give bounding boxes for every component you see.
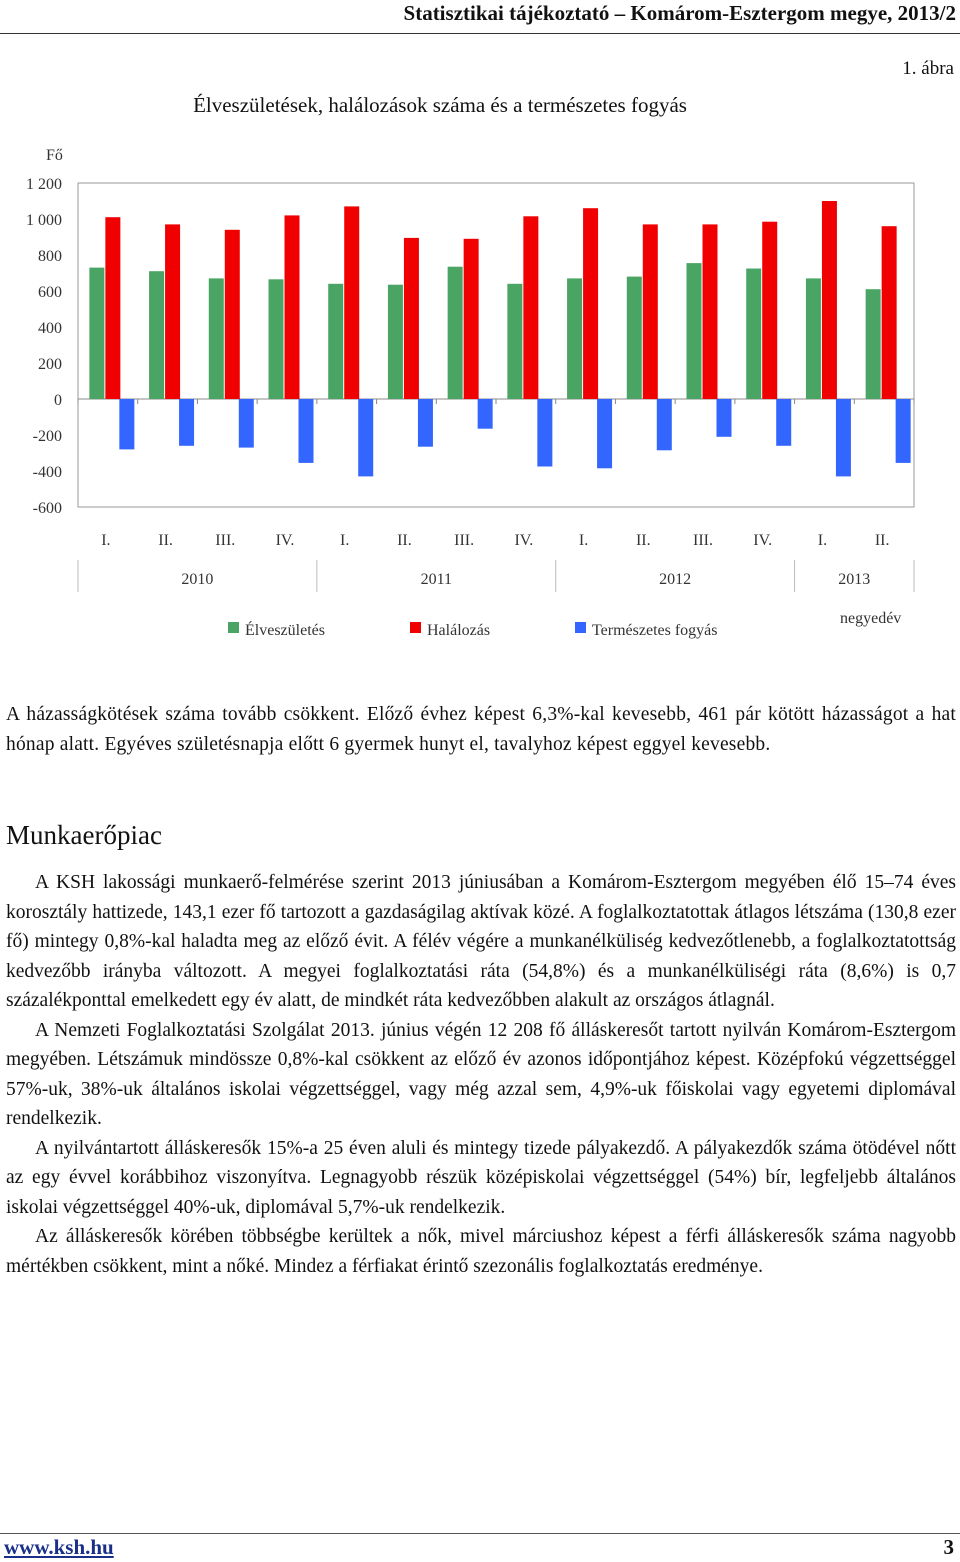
legend-swatch (575, 622, 586, 633)
bar-élveszületés (627, 277, 642, 399)
website-link[interactable]: www.ksh.hu (4, 1535, 114, 1559)
x-tick-label: IV. (753, 532, 773, 549)
x-tick-label: IV. (514, 532, 534, 549)
bar-természetes-fogyás (418, 399, 433, 447)
bar-élveszületés (567, 278, 582, 399)
x-tick-label: I. (578, 532, 589, 549)
bar-halálozás (882, 226, 897, 399)
y-tick-label: 0 (54, 392, 62, 409)
bar-természetes-fogyás (179, 399, 194, 446)
bar-halálozás (344, 206, 359, 399)
bar-természetes-fogyás (358, 399, 373, 476)
bar-halálozás (165, 224, 180, 399)
y-tick-label: 200 (38, 356, 62, 373)
x-tick-label: III. (693, 532, 713, 549)
x-tick-label: II. (635, 532, 651, 549)
x-tick-label: II. (397, 532, 412, 549)
bar-halálozás (464, 239, 479, 399)
births-deaths-chart (0, 130, 960, 660)
bar-élveszületés (269, 279, 284, 399)
year-label: 2013 (838, 571, 871, 588)
section-title: Munkaerőpiac (6, 820, 162, 850)
legend-swatch (410, 622, 421, 633)
bar-élveszületés (806, 278, 821, 399)
y-tick-label: 600 (38, 284, 62, 301)
page-number: 3 (943, 1535, 954, 1559)
bar-élveszületés (328, 284, 343, 399)
section-paragraph: A Nemzeti Foglalkoztatási Szolgálat 2013. június végén 12 208 fő álláskeresőt tartott nyilván Komárom-Esztergom megyében. Létszámuk mindössze 0,8%-kal csökkent az előző év azonos időpontjához képest. Középfokú végzettséggel 57%-uk, 38%-uk általános iskolai végzettséggel, vagy még azzal sem, 4,9%-uk főiskolai vagy egyetemi diplomával rendelkezik. (6, 1019, 956, 1129)
x-tick-label: I. (817, 532, 828, 549)
bar-természetes-fogyás (478, 399, 493, 429)
legend-swatch (228, 622, 239, 633)
x-tick-label: I. (101, 532, 111, 549)
bar-élveszületés (388, 285, 403, 399)
section-body (6, 868, 956, 1281)
year-label: 2012 (659, 571, 692, 588)
y-tick-label: 400 (38, 320, 62, 337)
chart-title-text: Élveszületések, halálozások száma és a természetes fogyás (193, 93, 687, 117)
bar-halálozás (762, 222, 777, 399)
year-label: 2011 (420, 571, 452, 588)
bar-halálozás (404, 238, 419, 399)
x-tick-label: II. (158, 532, 173, 549)
legend-label: Élveszületés (245, 622, 325, 639)
bar-természetes-fogyás (299, 399, 314, 463)
y-tick-label: 800 (38, 248, 62, 265)
paragraph-1: A házasságkötések száma tovább csökkent. Előző évhez képest 6,3%-kal kevesebb, 461 pár kötött házasságot a hat hónap alatt. Egyéves születésnapja előtt 6 gyermek hunyt el, tavalyhoz képest eggyel kevesebb. (6, 704, 956, 755)
bar-természetes-fogyás (776, 399, 791, 446)
bar-halálozás (583, 208, 598, 399)
x-tick-label: IV. (275, 532, 295, 549)
bar-élveszületés (746, 269, 761, 400)
page-footer (0, 1533, 960, 1562)
bar-halálozás (523, 216, 538, 399)
bar-halálozás (225, 230, 240, 399)
header-title: Statisztikai tájékoztató – Komárom-Esztergom megye, 2013/2 (403, 1, 956, 25)
legend-label: Halálozás (427, 622, 491, 639)
y-tick-label: -200 (32, 428, 62, 445)
bar-halálozás (643, 224, 658, 399)
bar-élveszületés (687, 263, 702, 399)
bar-élveszületés (209, 278, 224, 399)
y-tick-label: 1 200 (26, 176, 62, 193)
bar-természetes-fogyás (239, 399, 254, 448)
bar-élveszületés (866, 289, 881, 399)
bar-halálozás (285, 215, 300, 399)
bar-természetes-fogyás (836, 399, 851, 476)
bar-természetes-fogyás (896, 399, 911, 463)
year-label: 2010 (181, 571, 214, 588)
y-tick-label: 1 000 (26, 212, 62, 229)
bar-természetes-fogyás (597, 399, 612, 468)
bar-természetes-fogyás (657, 399, 672, 450)
x-tick-label: III. (215, 532, 236, 549)
chart-title (0, 93, 960, 118)
x-tick-label: I. (340, 532, 350, 549)
bar-élveszületés (89, 268, 104, 399)
bar-élveszületés (448, 267, 463, 399)
x-axis-label: negyedév (840, 610, 902, 627)
bar-halálozás (703, 224, 718, 399)
figure-number: 1. ábra (902, 58, 954, 79)
y-axis-label: Fő (46, 147, 63, 164)
x-tick-label: III. (454, 532, 475, 549)
bar-halálozás (105, 217, 120, 399)
section-paragraph: A KSH lakossági munkaerő-felmérése szerint 2013 júniusában a Komárom-Esztergom megyében élő 15–74 éves korosztály hattizede, 143,1 ezer fő tartozott a gazdaságilag aktívak közé. A foglalkoztatottak átlagos létszáma (130,8 ezer fő) mintegy 0,8%-kal haladta meg az előző évit. A félév végére a munkanélküliség kedvezőtlenebb, a foglalkoztatottság kedvezőbb irányba változott. A megyei foglalkoztatási ráta (54,8%) és a munkanélküliségi ráta (8,6%) is 0,7 százalékponttal emelkedett egy év alatt, de mindkét ráta kedvezőbben alakult az országos átlagnál. (6, 872, 956, 1011)
y-tick-label: -600 (32, 500, 62, 517)
bar-élveszületés (507, 284, 522, 399)
legend-label: Természetes fogyás (592, 622, 718, 639)
section-paragraph: A nyilvántartott álláskeresők 15%-a 25 éven aluli és mintegy tizede pályakezdő. A pályakezdők száma ötödével nőtt az egy évvel korábbihoz viszonyítva. Legnagyobb részük középiskolai végzettséggel (54%) bír, legfeljebb általános iskolai végzettséggel 40%-uk, diplomával 5,7%-uk rendelkezik. (6, 1137, 956, 1218)
bar-természetes-fogyás (717, 399, 732, 437)
page-header (0, 0, 960, 34)
bar-természetes-fogyás (119, 399, 134, 449)
paragraph-marriages (6, 700, 956, 759)
x-tick-label: II. (874, 532, 890, 549)
bar-természetes-fogyás (537, 399, 552, 467)
bar-halálozás (822, 201, 837, 399)
section-paragraph: Az álláskeresők körében többségbe kerültek a nők, mivel márciushoz képest a férfi álláskeresők száma nagyobb mértékben csökkent, mint a nőké. Mindez a férfiakat érintő szezonális foglalkoztatás eredménye. (6, 1226, 956, 1277)
plot-area (78, 183, 914, 507)
bar-élveszületés (149, 271, 164, 399)
y-tick-label: -400 (32, 464, 62, 481)
